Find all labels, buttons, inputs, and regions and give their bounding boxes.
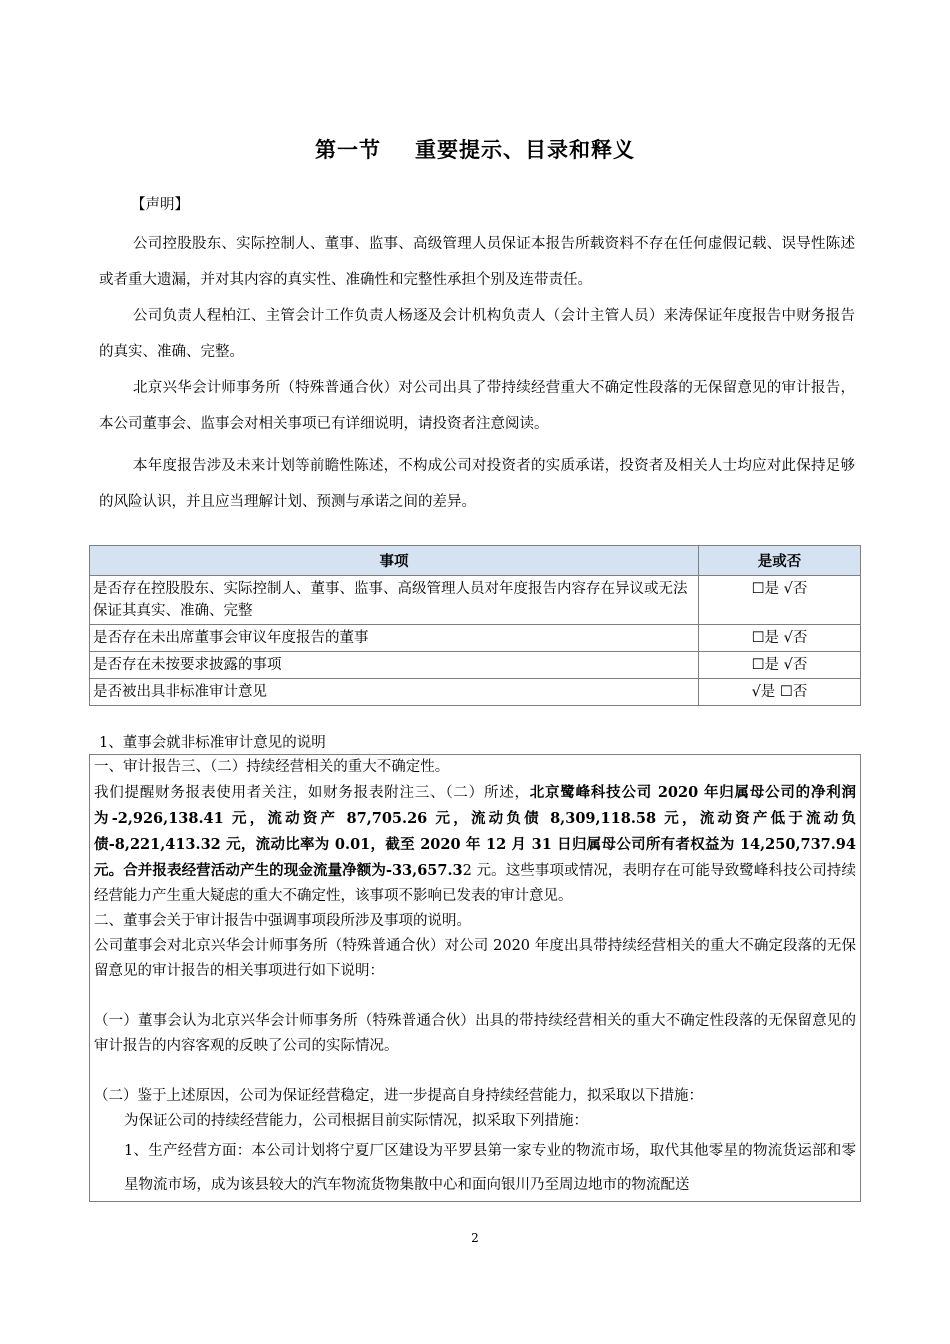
- page-number: 2: [471, 1231, 479, 1245]
- explanation-paragraph: [90, 780, 860, 909]
- declaration-paragraph: 本年度报告涉及未来计划等前瞻性陈述，不构成公司对投资者的实质承诺，投资者及相关人士均应对此保持足够的风险认识，并且应当理解计划、预测与承诺之间的差异。: [99, 458, 855, 510]
- section-heading: 重要提示、目录和释义: [415, 138, 635, 162]
- explanation-text: 我们提醒财务报表使用者关注，如财务报表附注三、（二）所述，: [94, 785, 530, 801]
- column-header-item: 事项: [90, 546, 699, 576]
- explanation-bold-text: 北京鹭峰科技公司 2020 年归属母公司的净利润为-2,926,138.41 元，流动资产 87,705.26 元，流动负债 8,309,118.58 元，流动资产低于流动负债-8,221,413.32 元，流动比率为 0.01，截至 2020 年 12 月 31 日归属母公司所有者权益为 14,250,737.94 元。合并报表经营活动产生的现金流量净额为-33,657.3: [94, 784, 856, 879]
- declaration-heading: 【声明】: [131, 197, 189, 213]
- row-item: 是否存在控股股东、实际控制人、董事、监事、高级管理人员对年度报告内容存在异议或无法保证其真实、准确、完整: [90, 576, 699, 625]
- disclosure-table: [89, 545, 861, 706]
- explanation-line: 一、审计报告三、（二）持续经营相关的重大不确定性。: [94, 759, 450, 775]
- explanation-line: （二）鉴于上述原因，公司为保证经营稳定，进一步提高自身持续经营能力，拟采取以下措施：: [94, 1088, 703, 1104]
- section-title: [0, 134, 950, 164]
- explanation-line: 为保证公司的持续经营能力，公司根据目前实际情况，拟采取下列措施：: [124, 1113, 588, 1129]
- table-row: [90, 625, 861, 652]
- table-row: [90, 576, 861, 625]
- row-answer: ☐是 √否: [699, 576, 861, 625]
- explanation-line: 二、董事会关于审计报告中强调事项段所涉及事项的说明。: [94, 913, 471, 929]
- row-answer: ☐是 √否: [699, 652, 861, 679]
- explanation-text: 2 元。这些事项或情况，表明存在可能导致鹭峰科技公司持续经营能力产生重大疑虑的重大不确定性，该事项不影响已发表的审计意见。: [94, 863, 856, 904]
- explanation-heading: 1、董事会就非标准审计意见的说明: [99, 735, 326, 751]
- row-item: 是否存在未按要求披露的事项: [90, 652, 699, 679]
- explanation-paragraph: （一）董事会认为北京兴华会计师事务所（特殊普通合伙）出具的带持续经营相关的重大不确定性段落的无保留意见的审计报告的内容客观的反映了公司的实际情况。: [94, 1013, 856, 1054]
- declaration-paragraph: 公司负责人程柏江、主管会计工作负责人杨逐及会计机构负责人（会计主管人员）来涛保证年度报告中财务报告的真实、准确、完整。: [99, 308, 855, 360]
- declaration-paragraph: 公司控股股东、实际控制人、董事、监事、高级管理人员保证本报告所载资料不存在任何虚假记载、误导性陈述或者重大遗漏，并对其内容的真实性、准确性和完整性承担个别及连带责任。: [99, 236, 855, 288]
- section-label: 第一节: [315, 138, 381, 162]
- table-row: [90, 652, 861, 679]
- explanation-paragraph: 公司董事会对北京兴华会计师事务所（特殊普通合伙）对公司 2020 年度出具带持续经营相关的重大不确定段落的无保留意见的审计报告的相关事项进行如下说明：: [94, 938, 856, 979]
- explanation-box: [89, 754, 861, 1202]
- table-header-row: [90, 546, 861, 576]
- row-answer: ☐是 √否: [699, 625, 861, 652]
- column-header-answer: 是或否: [699, 546, 861, 576]
- row-item: 是否存在未出席董事会审议年度报告的董事: [90, 625, 699, 652]
- row-answer: √是 ☐否: [699, 679, 861, 706]
- declaration-paragraph: 北京兴华会计师事务所（特殊普通合伙）对公司出具了带持续经营重大不确定性段落的无保留意见的审计报告，本公司董事会、监事会对相关事项已有详细说明，请投资者注意阅读。: [99, 380, 855, 432]
- explanation-paragraph: 1、生产经营方面：本公司计划将宁夏厂区建设为平罗县第一家专业的物流市场，取代其他零星的物流货运部和零星物流市场，成为该县较大的汽车物流货物集散中心和面向银川乃至周边地市的物流配送: [124, 1143, 856, 1193]
- row-item: 是否被出具非标准审计意见: [90, 679, 699, 706]
- table-row: [90, 679, 861, 706]
